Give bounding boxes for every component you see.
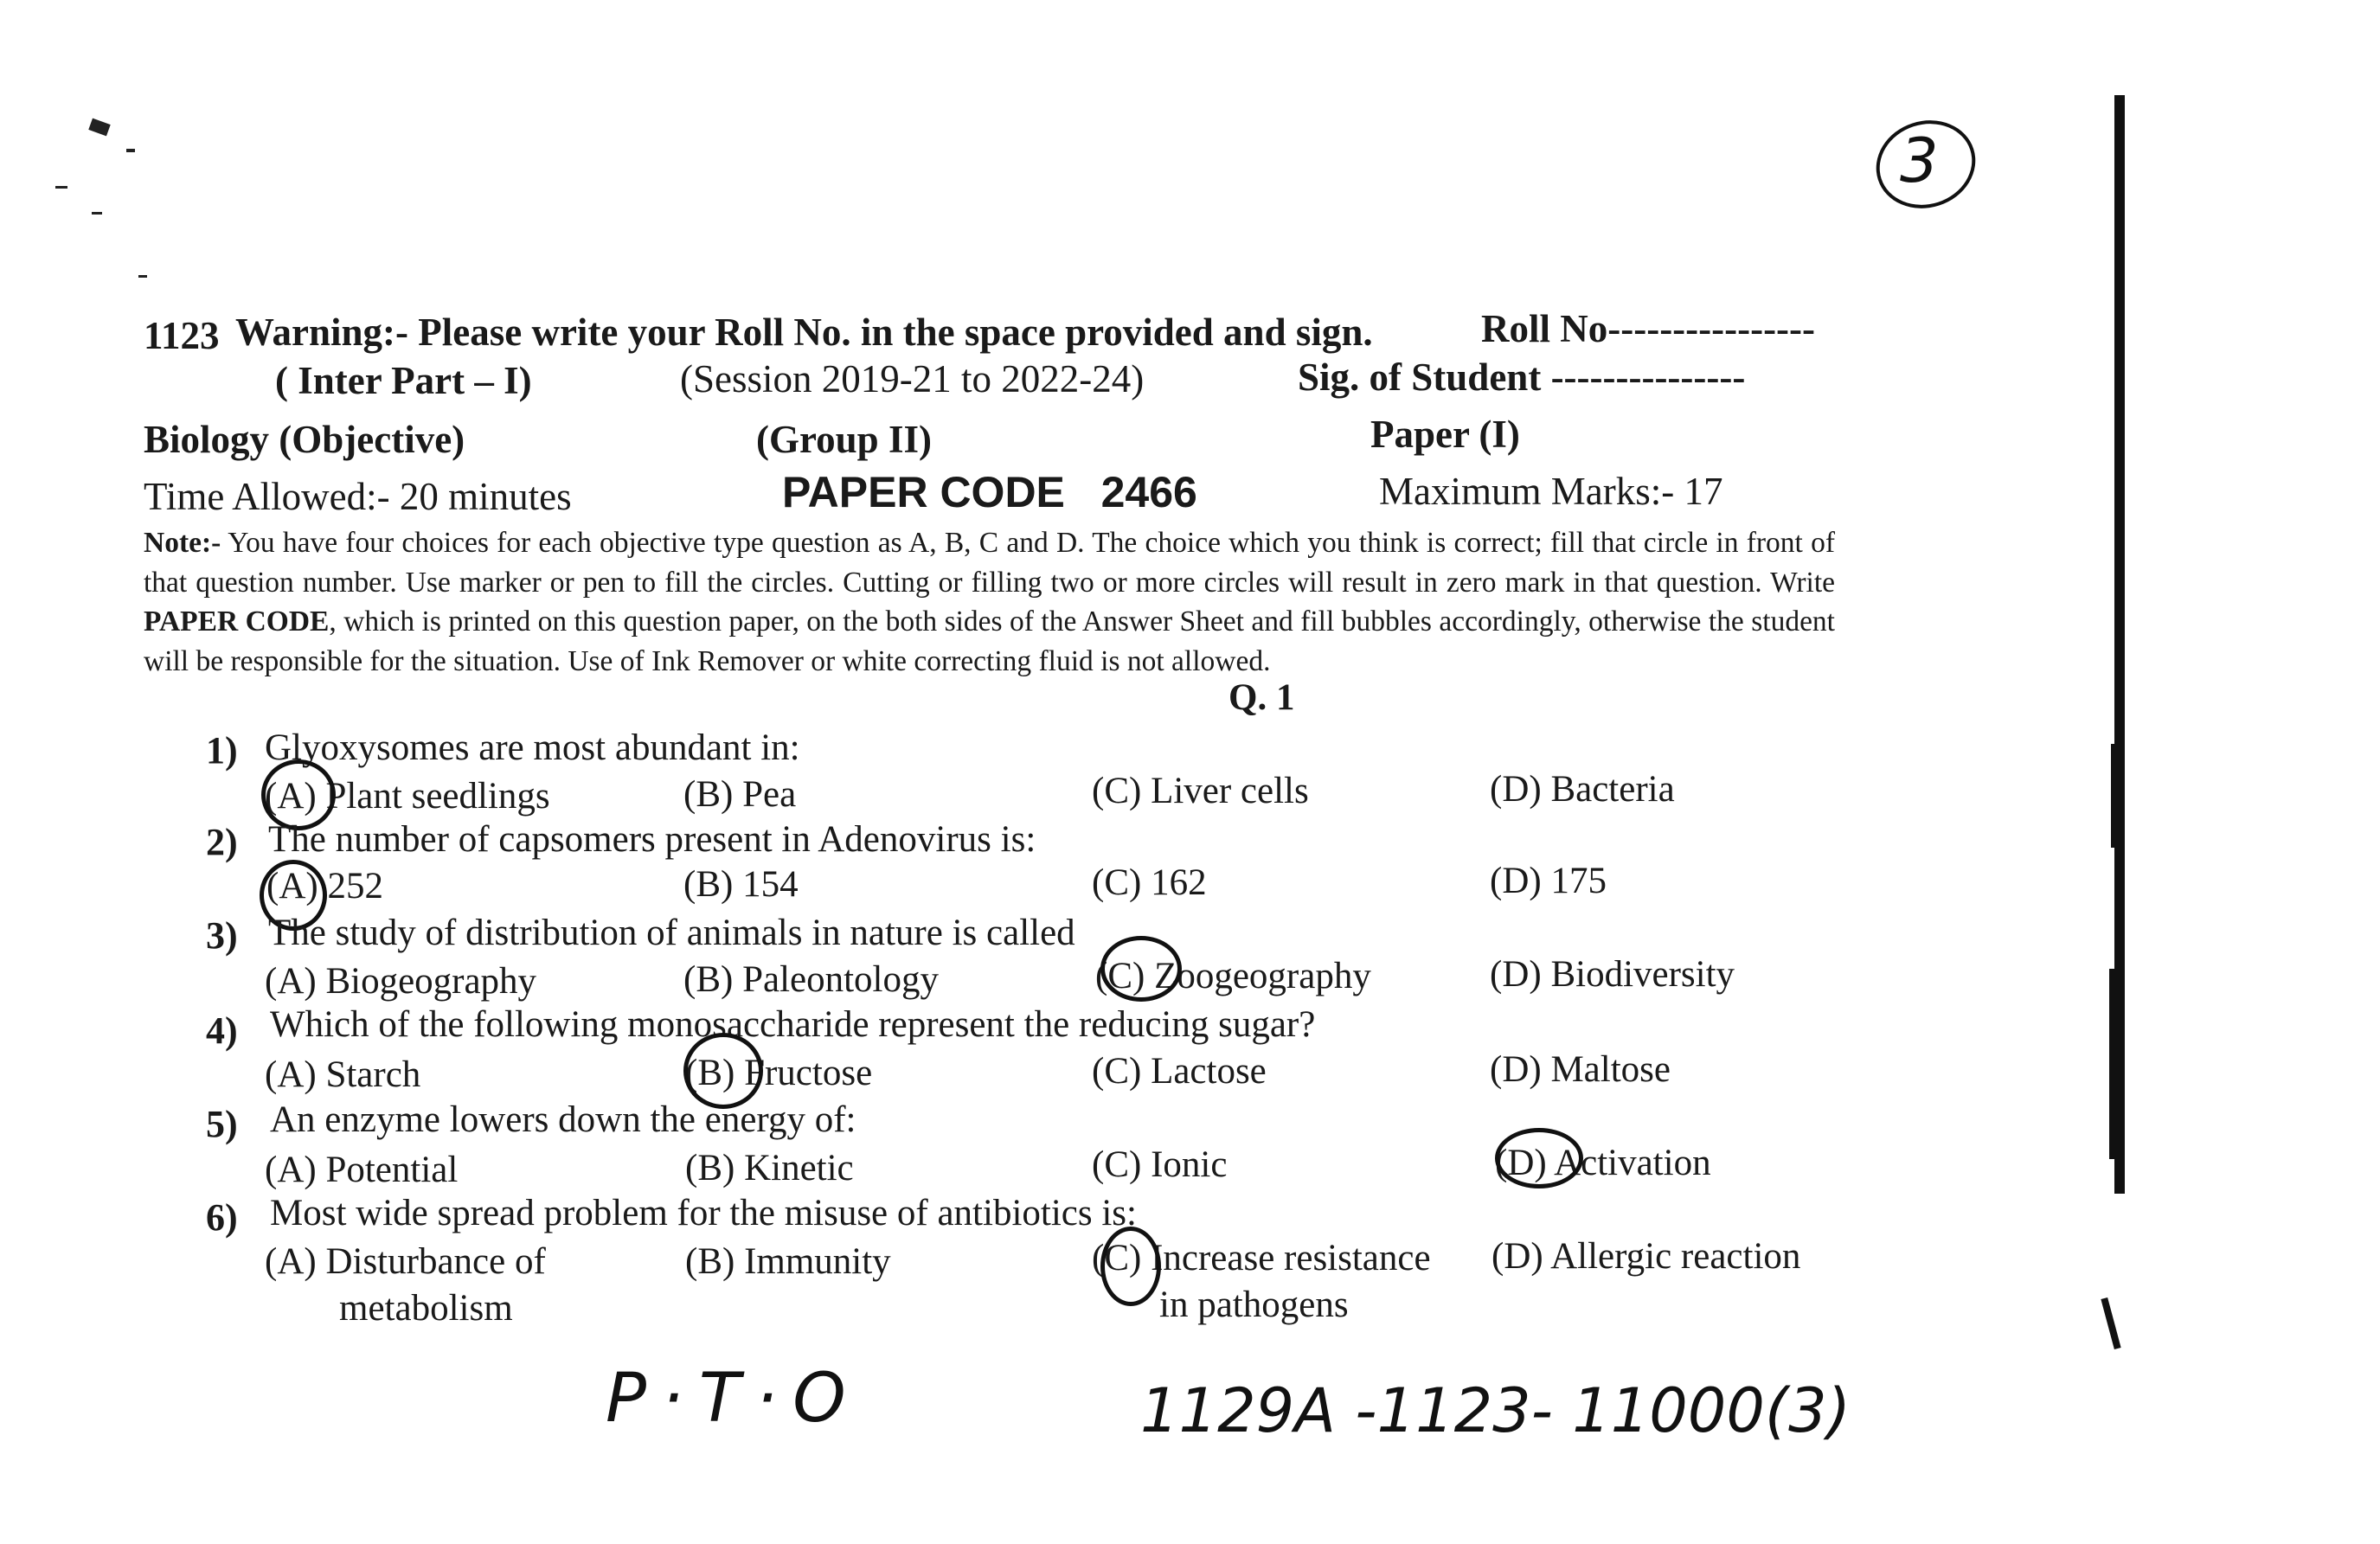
student-signature-field: Sig. of Student --------------- xyxy=(1298,356,1746,399)
option-c-continued: in pathogens xyxy=(1159,1285,1349,1325)
question-number: 4) xyxy=(206,1009,238,1052)
option-a: (A) Biogeography xyxy=(265,961,537,1002)
group: (Group II) xyxy=(756,418,932,461)
paper-code: PAPER CODE 2466 xyxy=(782,468,1197,516)
option-a-continued: metabolism xyxy=(339,1288,513,1329)
note-text-1: You have four choices for each objective type question as A, B, C and D. The choice which you think is correct; fill that circle in front of that question number. Use marker or pen to fill the circles. Cutting or filling two or more circles will result in zero mark in that question. Write xyxy=(144,527,1835,599)
option-a: (A) Potential xyxy=(265,1150,459,1190)
session: (Session 2019-21 to 2022-24) xyxy=(680,357,1145,400)
question-text: Glyoxysomes are most abundant in: xyxy=(265,727,800,768)
option-c: (C) Lactose xyxy=(1092,1051,1267,1092)
inter-part: ( Inter Part – I) xyxy=(275,359,532,402)
scan-edge-mark xyxy=(2101,1297,2120,1349)
page-number: 3 xyxy=(1900,125,1939,196)
answer-circle-mark xyxy=(1100,1227,1161,1306)
answer-circle-mark xyxy=(683,1033,763,1109)
answer-circle-mark xyxy=(1495,1128,1583,1188)
instructions-note xyxy=(144,523,1835,681)
subject-title: Biology (Objective) xyxy=(144,418,465,461)
option-a: (A) Starch xyxy=(265,1054,421,1095)
time-allowed: Time Allowed:- 20 minutes xyxy=(144,475,572,518)
question-number: 1) xyxy=(206,729,238,772)
question-text: Most wide spread problem for the misuse of antibiotics is: xyxy=(270,1193,1137,1233)
option-d: (D) 175 xyxy=(1490,861,1607,901)
roll-number-field: Roll No---------------- xyxy=(1481,307,1816,350)
question-number: 6) xyxy=(206,1196,238,1239)
note-text-2: , which is printed on this question paper, on the both sides of the Answer Sheet and fill bubbles accordingly, otherwise the student will be responsible for the situation. Use of Ink Remover or white correcting fluid is not allowed. xyxy=(144,605,1835,677)
question-number: 5) xyxy=(206,1103,238,1145)
option-c: (C) 162 xyxy=(1092,862,1207,903)
section-label: Q. 1 xyxy=(1228,677,1295,718)
option-d: (D) Maltose xyxy=(1490,1049,1671,1090)
option-b: (B) Paleontology xyxy=(683,959,939,1000)
option-a: (A) Plant seedlings xyxy=(265,776,550,817)
option-b: (B) Fructose xyxy=(685,1053,873,1093)
footer-code-handwriting: 1129A -1123- 11000(3) xyxy=(1140,1375,1851,1446)
note-code-word: PAPER CODE xyxy=(144,605,330,637)
option-d: (D) Bacteria xyxy=(1490,769,1675,810)
option-d: (D) Activation xyxy=(1495,1143,1711,1183)
scan-speck xyxy=(55,186,67,189)
pto-handwriting: P·T·O xyxy=(606,1360,862,1438)
scan-speck xyxy=(88,119,110,137)
paper-code-prefix: 1123 xyxy=(144,314,220,357)
option-b: (B) Kinetic xyxy=(685,1148,854,1188)
option-c: (C) Increase resistance xyxy=(1092,1238,1431,1278)
scan-speck xyxy=(138,275,147,278)
option-a: (A) Disturbance of xyxy=(265,1241,546,1282)
option-b: (B) 154 xyxy=(683,864,799,905)
option-d: (D) Biodiversity xyxy=(1490,954,1735,995)
option-b: (B) Immunity xyxy=(685,1241,891,1282)
option-a: (A) 252 xyxy=(266,866,383,907)
scan-edge-border xyxy=(2111,744,2125,848)
option-c: (C) Liver cells xyxy=(1092,771,1309,811)
question-text: The number of capsomers present in Adenovirus is: xyxy=(268,819,1036,860)
note-label: Note:- xyxy=(144,527,221,559)
paper: Paper (I) xyxy=(1370,413,1520,456)
question-text: Which of the following monosaccharide represent the reducing sugar? xyxy=(270,1004,1316,1045)
scan-speck xyxy=(92,212,102,215)
option-d: (D) Allergic reaction xyxy=(1492,1236,1801,1277)
scan-edge-border xyxy=(2109,969,2125,1159)
question-number: 2) xyxy=(206,821,238,863)
scan-speck xyxy=(126,149,135,152)
option-c: (C) Zoogeography xyxy=(1095,956,1371,996)
answer-circle-mark xyxy=(1100,936,1182,1002)
option-b: (B) Pea xyxy=(683,774,797,815)
warning-text: Warning:- Please write your Roll No. in the space provided and sign. xyxy=(235,311,1373,354)
question-number: 3) xyxy=(206,914,238,957)
question-text: The study of distribution of animals in nature is called xyxy=(268,913,1075,953)
maximum-marks: Maximum Marks:- 17 xyxy=(1379,470,1723,513)
question-text: An enzyme lowers down the energy of: xyxy=(270,1099,856,1140)
option-c: (C) Ionic xyxy=(1092,1144,1228,1185)
